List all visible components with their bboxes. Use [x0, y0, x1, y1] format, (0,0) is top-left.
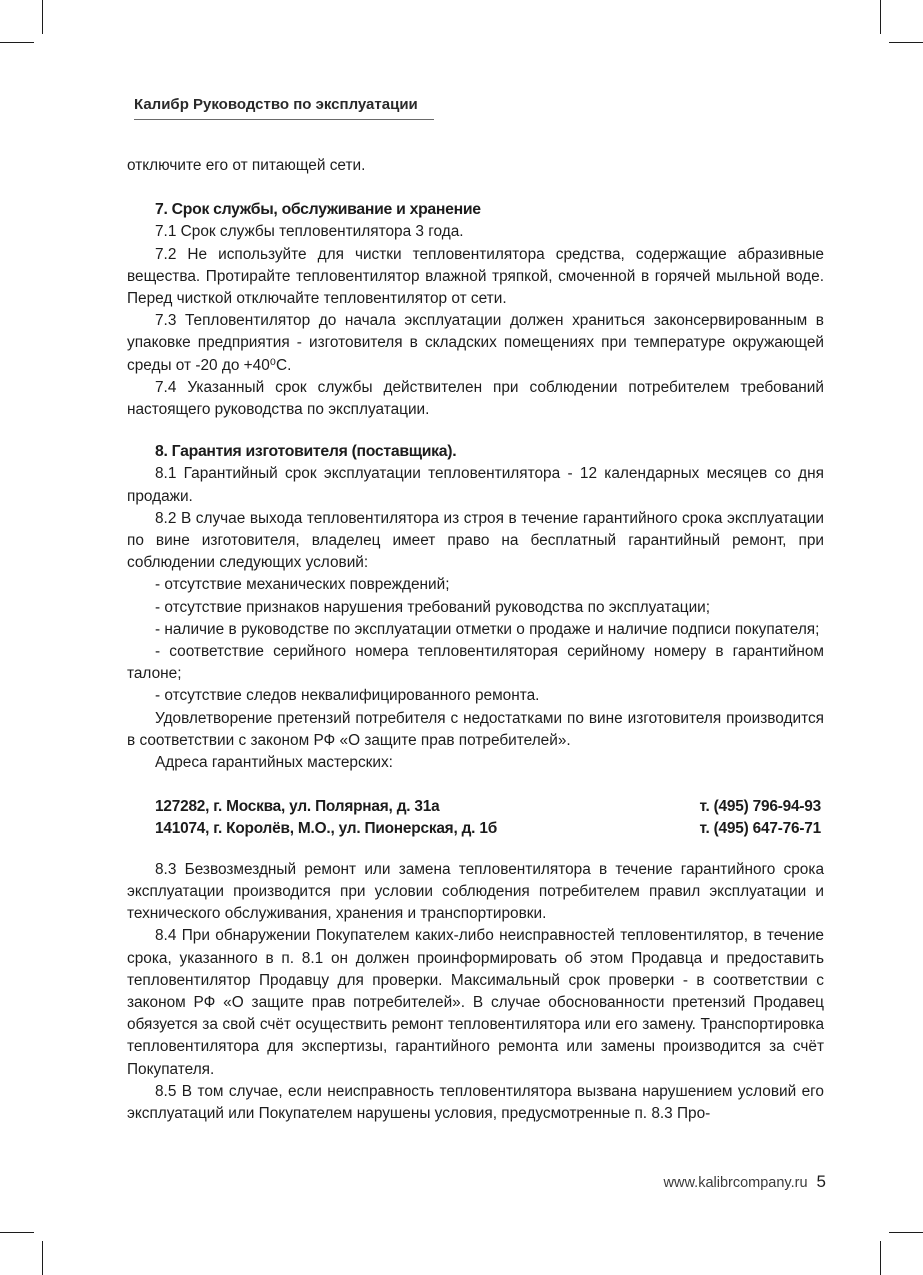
workshop-row [127, 796, 824, 818]
crop-mark [880, 1241, 881, 1275]
workshop-list [127, 796, 824, 840]
website-link[interactable]: www.kalibrcompany.ru [663, 1175, 808, 1191]
crop-mark [889, 42, 923, 43]
paragraph-7-1: 7.1 Срок службы тепловентилятора 3 года. [155, 223, 464, 241]
condition-item: - отсутствие следов неквалифицированного ремонта. [155, 687, 540, 705]
paragraph-8-5: 8.5 В том случае, если неисправность тепловентилятора вызвана нарушением условий его эксплуатаций или Покупателем нарушены условия, предусмотренные п. 8.3 Про- [127, 1082, 824, 1122]
section-7-heading: 7. Срок службы, обслуживание и хранение [155, 201, 481, 219]
workshop-address: 127282, г. Москва, ул. Полярная, д. 31а [155, 798, 440, 816]
crop-mark [42, 0, 43, 34]
paragraph-8-2: 8.2 В случае выхода тепловентилятора из строя в течение гарантийного срока эксплуатации по вине изготовителя, владелец имеет право на бесплатный гарантийный ремонт, при соблюдении следующих условий: [127, 509, 824, 572]
crop-mark [880, 0, 881, 34]
paragraph-7-2: 7.2 Не используйте для чистки тепловентилятора средства, содержащие абразивные вещества. Протирайте тепловентилятор влажной тряпкой, смоченной в горячей мыльной воде. Перед чисткой отключайте тепловентилятор от сети. [127, 245, 824, 308]
condition-item: - соответствие серийного номера тепловентиляторая серийному номеру в гарантийном талоне; [127, 643, 824, 683]
paragraph-8-1: 8.1 Гарантийный срок эксплуатации тепловентилятора - 12 календарных месяцев со дня продажи. [127, 465, 824, 505]
page-number: 5 [816, 1172, 826, 1191]
crop-mark [0, 42, 34, 43]
workshops-label: Адреса гарантийных мастерских: [155, 754, 393, 772]
claims-paragraph: Удовлетворение претензий потребителя с недостатками по вине изготовителя производится в соответствии с законом РФ «О защите прав потребителей». [127, 709, 824, 749]
crop-mark [889, 1232, 923, 1233]
paragraph-7-3: 7.3 Тепловентилятор до начала эксплуатации должен храниться законсервированным в упаковке предприятия - изготовителя в складских помещениях при температуре окружающей среды от -20 до +40⁰С. [127, 312, 824, 374]
page-footer [664, 1172, 826, 1192]
workshop-row [127, 818, 824, 840]
workshop-address: 141074, г. Королёв, М.О., ул. Пионерская, д. 1б [155, 820, 497, 838]
paragraph-8-4: 8.4 При обнаружении Покупателем каких-либо неисправностей тепловентилятор, в течение срока, указанного в п. 8.1 он должен проинформировать об этом Продавца и предоставить тепловентилятор Продавцу для проверки. Максимальный срок проверки - в соответствии с законом РФ «О защите прав потребителей». В случае обоснованности претензий Продавец обязуется за свой счёт осуществить ремонт тепловентилятора или его замену. Транспортировка тепловентилятора для экспертизы, гарантийного ремонта или замены производится за счёт Покупателя. [127, 927, 824, 1078]
condition-item: - отсутствие признаков нарушения требований руководства по эксплуатации; [155, 598, 711, 616]
section-8-heading: 8. Гарантия изготовителя (поставщика). [155, 443, 457, 461]
workshop-phone: т. (495) 796-94-93 [699, 798, 821, 816]
paragraph-8-3: 8.3 Безвозмездный ремонт или замена тепловентилятора в течение гарантийного срока эксплуатации производится при условии соблюдения потребителем правил эксплуатации и технического обслуживания, хранения и транспортировки. [127, 860, 824, 923]
paragraph-7-4: 7.4 Указанный срок службы действителен при соблюдении потребителем требований настоящего руководства по эксплуатации. [127, 378, 824, 419]
page-body [127, 155, 824, 1125]
intro-text: отключите его от питающей сети. [127, 157, 366, 174]
condition-item: - отсутствие механических повреждений; [155, 576, 450, 594]
running-header: Калибр Руководство по эксплуатации [134, 96, 434, 120]
condition-item: - наличие в руководстве по эксплуатации отметки о продаже и наличие подписи покупателя; [155, 620, 820, 638]
crop-mark [0, 1232, 34, 1233]
crop-mark [42, 1241, 43, 1275]
workshop-phone: т. (495) 647-76-71 [699, 820, 821, 838]
